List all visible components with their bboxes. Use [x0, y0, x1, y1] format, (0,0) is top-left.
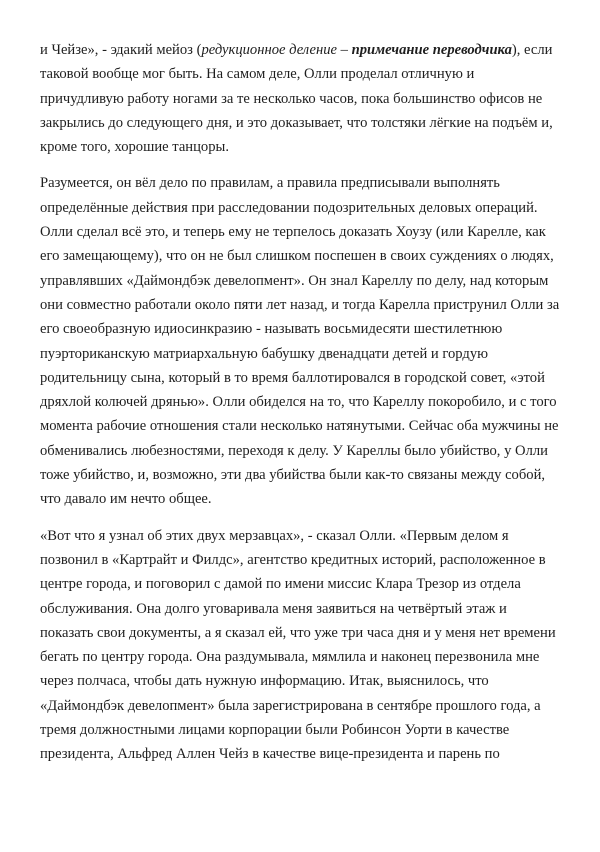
- paragraph-3: «Вот что я узнал об этих двух мерзавцах», - сказал Олли. «Первым делом я позвонил в «Картрайт и Филдс», агентство кредитных историй, расположенное в центре города, и поговорил с дамой по имени миссис Клара Трезор из отдела обслуживания. Она долго уговаривала меня заявиться на четвёртый этаж и показать свои документы, а я сказал ей, что уже три часа дня и у меня нет времени бегать по центру города. Она раздумывала, мямлила и наконец перезвонила мне через полчаса, чтобы дать нужную информацию. Итак, выяснилось, что «Даймондбэк девелопмент» была зарегистрирована в сентябре прошлого года, а тремя должностными лицами корпорации были Робинсон Уорти в качестве президента, Альфред Аллен Чейз в качестве вице-президента и парень по: [40, 527, 556, 763]
- paragraph-1-lead: и Чейзе», - эдакий мейоз (: [40, 42, 202, 58]
- translator-note-text: редукционное деление –: [201, 42, 352, 58]
- document-page: [40, 38, 560, 779]
- paragraph-1-tail: ), если таковой вообще мог быть. На самом деле, Олли проделал отличную и причудливую работу ногами за те несколько часов, пока большинство офисов не закрылись до следующего дня, и это доказывает, что толстяки лёгкие на подъём и, кроме того, хорошие танцоры.: [40, 42, 553, 156]
- translator-note-label: примечание переводчика: [351, 42, 512, 58]
- paragraph-2: Разумеется, он вёл дело по правилам, а правила предписывали выполнять определённые действия при расследовании подозрительных деловых операций. Олли сделал всё это, и теперь ему не терпелось доказать Хоузу (или Карелле, как его замещающему), что он не был слишком поспешен в своих суждениях о людях, управлявших «Даймондбэк девелопмент». Он знал Кареллу по делу, над которым они совместно работали около пяти лет назад, и тогда Карелла приструнил Олли за его своеобразную идиосинкразию - называть восьмидесяти шестилетнюю пуэрториканскую матриархальную бабушку двенадцати детей и гордую родительницу сына, который в то время баллотировался в городской совет, «этой дряхлой колючей дрянью». Олли обиделся на то, что Кареллу покоробило, и с того момента рабочие отношения стали несколько натянутыми. Сейчас оба мужчины не обменивались любезностями, переходя к делу. У Кареллы было убийство, у Олли тоже убийство, и, возможно, эти два убийства были как-то связаны между собой, что давало им нечто общее.: [40, 175, 560, 508]
- paragraph-1: [40, 38, 560, 159]
